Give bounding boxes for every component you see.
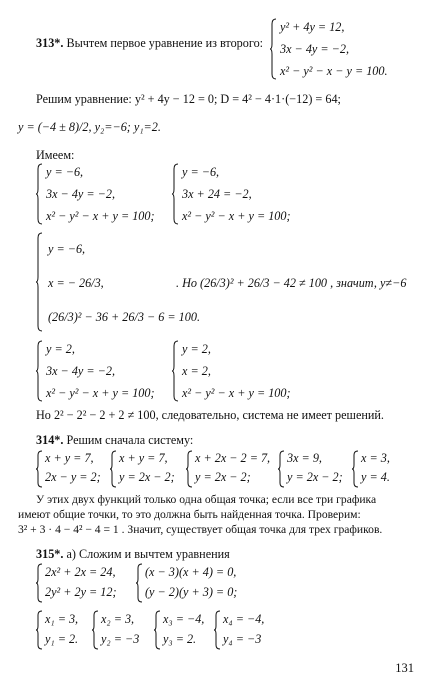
equation: y₄ = −3 bbox=[223, 632, 262, 646]
conclusion-313: Но 2² − 2² − 2 + 2 ≠ 100, следовательно, система не имеет решений. bbox=[36, 408, 384, 422]
equation: x = 3, bbox=[361, 451, 390, 465]
problem-314-heading bbox=[36, 433, 193, 448]
paragraph-line: 3² + 3 · 4 − 4² − 4 = 1 . Значит, существует общая точка для трех графиков. bbox=[18, 523, 383, 536]
equation: y₂ = −3 bbox=[101, 632, 140, 646]
brace-icon bbox=[36, 450, 43, 488]
equation: x = − 26/3, bbox=[48, 276, 104, 290]
equation: x² − y² − x + y = 100; bbox=[46, 386, 155, 400]
result-2 bbox=[92, 610, 154, 650]
equation: x = 2, bbox=[182, 364, 211, 378]
heading-text: а) Сложим и вычтем уравнения bbox=[66, 547, 230, 561]
equation: 2y² + 2y = 12; bbox=[45, 585, 117, 599]
brace-icon bbox=[172, 163, 179, 225]
equation: y = −6, bbox=[48, 242, 86, 256]
brace-icon bbox=[172, 340, 179, 402]
equation: x₁ = 3, bbox=[45, 612, 79, 626]
equation: x₂ = 3, bbox=[101, 612, 135, 626]
equation: x + y = 7, bbox=[119, 451, 168, 465]
paragraph-line: имеют общие точки, то это должна быть найденная точка. Проверим: bbox=[18, 508, 361, 521]
equation: y = 2x − 2; bbox=[287, 470, 343, 484]
result-3 bbox=[154, 610, 216, 650]
brace-icon bbox=[36, 163, 43, 225]
equation: x + y = 7, bbox=[45, 451, 94, 465]
equation: (x − 3)(x + 4) = 0, bbox=[145, 565, 237, 579]
equation: 3x − 4y = −2, bbox=[46, 364, 116, 378]
system-314-3 bbox=[186, 450, 278, 488]
equation: y = 2x − 2; bbox=[195, 470, 251, 484]
equation: y = −6, bbox=[46, 165, 84, 179]
equation: (26/3)² − 36 + 26/3 − 6 = 100. bbox=[48, 310, 200, 324]
equation: 3x = 9, bbox=[287, 451, 322, 465]
brace-icon bbox=[214, 610, 221, 650]
quadratic-solution: Решим уравнение: y² + 4y − 12 = 0; D = 4² − 4·1·(−12) = 64; bbox=[36, 92, 341, 106]
system-a bbox=[36, 163, 176, 225]
equation: y₃ = 2. bbox=[163, 632, 197, 646]
equation: y² + 4y = 12, bbox=[280, 20, 345, 34]
paragraph-line: У этих двух функций только одна общая точка; если все три графика bbox=[36, 493, 377, 506]
equation: x² − y² − x + y = 100; bbox=[46, 209, 155, 223]
brace-icon bbox=[154, 610, 161, 650]
equation: 3x + 24 = −2, bbox=[182, 187, 252, 201]
heading-text: Вычтем первое уравнение из второго: bbox=[66, 36, 264, 50]
problem-number: 313*. bbox=[36, 36, 64, 50]
brace-icon bbox=[92, 610, 99, 650]
equation: x² − y² − x − y = 100. bbox=[280, 64, 388, 78]
brace-icon bbox=[36, 563, 43, 603]
system-314-4 bbox=[278, 450, 350, 488]
equation: y = 4. bbox=[361, 470, 390, 484]
brace-icon bbox=[278, 450, 285, 488]
brace-icon bbox=[270, 18, 277, 80]
equation: y = −6, bbox=[182, 165, 220, 179]
equation: y = 2, bbox=[46, 342, 75, 356]
result-4 bbox=[214, 610, 280, 650]
brace-icon bbox=[186, 450, 193, 488]
system-c bbox=[36, 232, 200, 332]
system-e bbox=[172, 340, 322, 402]
problem-number: 314*. bbox=[36, 433, 64, 447]
page-number: 131 bbox=[395, 661, 414, 675]
equation: 2x − y = 2; bbox=[45, 470, 101, 484]
brace-icon bbox=[36, 340, 43, 402]
system-d bbox=[36, 340, 176, 402]
brace-icon bbox=[36, 610, 43, 650]
equation: x₄ = −4, bbox=[223, 612, 265, 626]
equation: 2x² + 2x = 24, bbox=[45, 565, 116, 579]
brace-icon bbox=[136, 563, 143, 603]
system-315-b bbox=[136, 563, 266, 603]
system-314-5 bbox=[352, 450, 402, 488]
problem-313-heading bbox=[36, 36, 263, 51]
equation: 3x − 4y = −2, bbox=[46, 187, 116, 201]
equation: y = 2x − 2; bbox=[119, 470, 175, 484]
problem-315-heading bbox=[36, 547, 230, 562]
brace-icon bbox=[36, 232, 43, 332]
roots-line: y = (−4 ± 8)/2, y₂=−6; y₁=2. bbox=[18, 120, 161, 134]
equation: x₃ = −4, bbox=[163, 612, 205, 626]
system-315-a bbox=[36, 563, 142, 603]
check-line: . Но (26/3)² + 26/3 − 42 ≠ 100 , значит, y≠−6 bbox=[176, 276, 407, 290]
system-313-main bbox=[270, 18, 420, 80]
equation: (y − 2)(y + 3) = 0; bbox=[145, 585, 238, 599]
equation: x² − y² − x + y = 100; bbox=[182, 209, 291, 223]
equation: 3x − 4y = −2, bbox=[280, 42, 350, 56]
result-1 bbox=[36, 610, 94, 650]
system-314-1 bbox=[36, 450, 112, 488]
equation: y = 2, bbox=[182, 342, 211, 356]
equation: x² − y² − x + y = 100; bbox=[182, 386, 291, 400]
brace-icon bbox=[352, 450, 359, 488]
equation: y₁ = 2. bbox=[45, 632, 79, 646]
system-314-2 bbox=[110, 450, 186, 488]
brace-icon bbox=[110, 450, 117, 488]
problem-number: 315*. bbox=[36, 547, 64, 561]
equation: x + 2x − 2 = 7, bbox=[195, 451, 271, 465]
imeem-label: Имеем: bbox=[36, 148, 75, 162]
heading-text: Решим сначала систему: bbox=[66, 433, 194, 447]
system-b bbox=[172, 163, 322, 225]
